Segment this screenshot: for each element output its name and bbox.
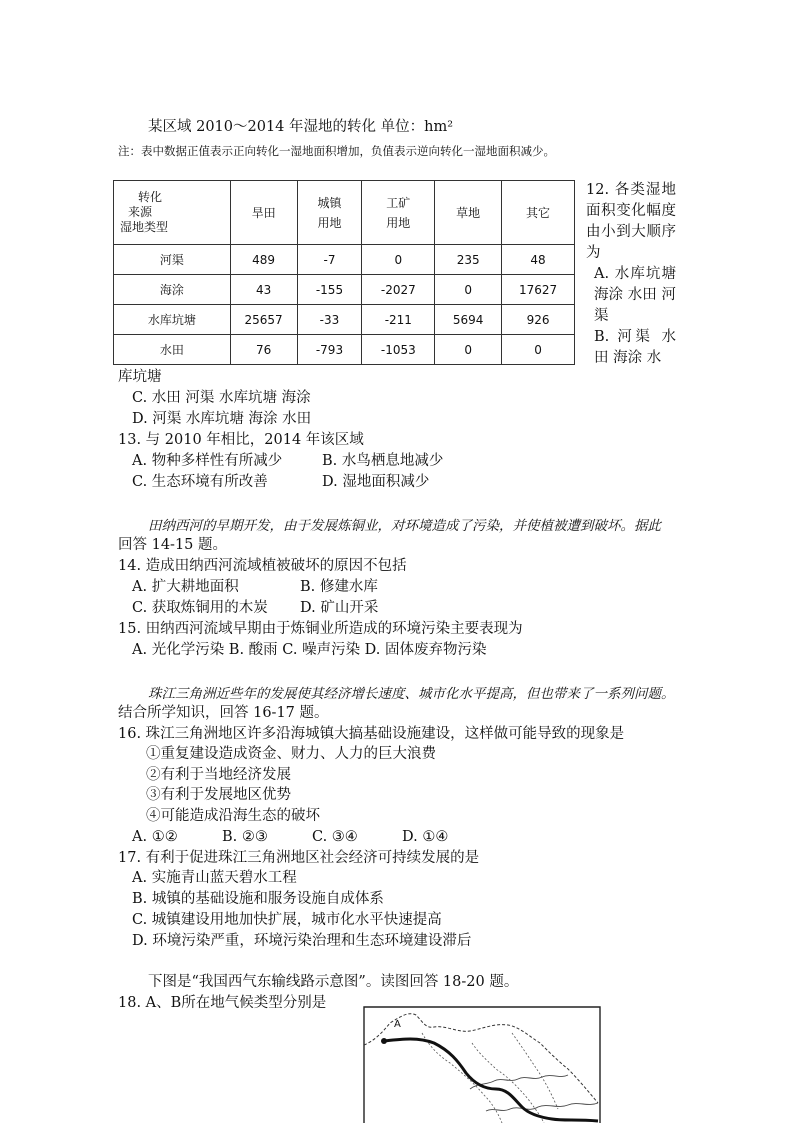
point-a-marker — [381, 1038, 387, 1044]
q16-option-b: B. ②③ — [222, 829, 268, 845]
corner-line-2: 来源 — [128, 205, 153, 219]
q17-option-b: B. 城镇的基础设施和服务设施自成体系 — [132, 891, 384, 907]
table-cell: 76 — [230, 335, 297, 365]
table-cell: 0 — [435, 275, 502, 305]
col-header-mining-l1: 工矿 — [386, 195, 411, 210]
corner-line-3: 湿地类型 — [120, 220, 169, 234]
table-cell: 25657 — [230, 305, 297, 335]
gas-pipeline-route — [384, 1039, 598, 1121]
q14-option-d: D. 矿山开采 — [300, 600, 379, 616]
table-cell: 926 — [502, 305, 575, 335]
col-header-urban-l1: 城镇 — [317, 195, 342, 210]
table-cell: 0 — [435, 335, 502, 365]
q17-option-c: C. 城镇建设用地加快扩展，城市化水平快速提高 — [132, 912, 442, 928]
table-corner-cell — [114, 181, 231, 245]
row-label: 水库坑塘 — [114, 305, 231, 335]
table-note: 注：表中数据正值表示正向转化一湿地面积增加，负值表示逆向转化一湿地面积减少。 — [118, 144, 555, 158]
intro-16-line2: 结合所学知识，回答 16-17 题。 — [118, 705, 329, 721]
table-cell: 43 — [230, 275, 297, 305]
q16-item-3: ③有利于发展地区优势 — [146, 787, 291, 803]
q17-stem: 17. 有利于促进珠江三角洲地区社会经济可持续发展的是 — [118, 850, 480, 866]
q16-option-a: A. ①② — [132, 829, 178, 845]
q16-item-4: ④可能造成沿海生态的破坏 — [146, 808, 320, 824]
q16-option-c: C. ③④ — [312, 829, 358, 845]
table-cell: -33 — [297, 305, 362, 335]
col-header-dryland: 旱田 — [230, 181, 297, 245]
col-header-other: 其它 — [502, 181, 575, 245]
table-cell: 48 — [502, 245, 575, 275]
province-boundary — [472, 1043, 544, 1123]
q14-option-a: A. 扩大耕地面积 — [132, 579, 239, 595]
table-cell: -155 — [297, 275, 362, 305]
q12-stem: 12. 各类湿地面积变化幅度由小到大顺序为 — [586, 182, 676, 261]
pipeline-map-svg — [362, 1003, 602, 1123]
q12-side-column — [586, 180, 676, 369]
table-row — [114, 275, 575, 305]
corner-line-1: 转化 — [138, 190, 163, 204]
row-label: 水田 — [114, 335, 231, 365]
table-cell: -211 — [362, 305, 435, 335]
table-row — [114, 305, 575, 335]
row-label: 海涂 — [114, 275, 231, 305]
table-row — [114, 245, 575, 275]
q16-option-d: D. ①④ — [402, 829, 449, 845]
pipeline-map — [362, 1003, 602, 1123]
intro-14-line1: 田纳西河的早期开发，由于发展炼铜业，对环境造成了污染，并使植被遭到破坏。据此 — [148, 518, 661, 534]
col-header-mining-l2: 用地 — [386, 215, 411, 230]
table-cell: -7 — [297, 245, 362, 275]
q12-option-b-cont: 库坑塘 — [118, 369, 162, 385]
q15-options: A. 光化学污染 B. 酸雨 C. 噪声污染 D. 固体废弃物污染 — [132, 642, 487, 658]
q14-option-b: B. 修建水库 — [300, 579, 378, 595]
col-header-urban — [297, 181, 362, 245]
table-cell: 235 — [435, 245, 502, 275]
col-header-mining — [362, 181, 435, 245]
q12-option-d: D. 河渠 水库坑塘 海涂 水田 — [132, 411, 312, 427]
table-cell: 0 — [502, 335, 575, 365]
table-header-row — [114, 181, 575, 245]
table-cell: 0 — [362, 245, 435, 275]
q13-option-c: C. 生态环境有所改善 — [132, 474, 268, 490]
q13-stem: 13. 与 2010 年相比，2014 年该区域 — [118, 432, 364, 448]
wetland-table — [113, 180, 575, 365]
q13-option-d: D. 湿地面积减少 — [322, 474, 430, 490]
table-cell: 17627 — [502, 275, 575, 305]
q12-option-c: C. 水田 河渠 水库坑塘 海涂 — [132, 390, 311, 406]
col-header-urban-l2: 用地 — [317, 215, 342, 230]
q16-item-1: ①重复建设造成资金、财力、人力的巨大浪费 — [146, 746, 436, 762]
q14-option-c: C. 获取炼铜用的木炭 — [132, 600, 268, 616]
q17-option-a: A. 实施青山蓝天碧水工程 — [132, 870, 297, 886]
table-cell: 489 — [230, 245, 297, 275]
table-row — [114, 335, 575, 365]
col-header-grassland: 草地 — [435, 181, 502, 245]
province-boundary — [512, 1033, 558, 1109]
q13-option-b: B. 水鸟栖息地减少 — [322, 453, 444, 469]
table-cell: -793 — [297, 335, 362, 365]
q14-stem: 14. 造成田纳西河流域植被破坏的原因不包括 — [118, 558, 407, 574]
row-label: 河渠 — [114, 245, 231, 275]
q17-option-d: D. 环境污染严重，环境污染治理和生态环境建设滞后 — [132, 933, 472, 949]
q16-stem: 16. 珠江三角洲地区许多沿海城镇大搞基础设施建设，这样做可能导致的现象是 — [118, 726, 625, 742]
table-title: 某区域 2010～2014 年湿地的转化 单位：hm² — [148, 119, 454, 135]
table-cell: 5694 — [435, 305, 502, 335]
table-cell: -1053 — [362, 335, 435, 365]
intro-16-line1: 珠江三角洲近些年的发展使其经济增长速度、城市化水平提高，但也带来了一系列问题。 — [148, 686, 675, 702]
q15-stem: 15. 田纳西河流域早期由于炼铜业所造成的环境污染主要表现为 — [118, 621, 523, 637]
intro-14-line2: 回答 14-15 题。 — [118, 537, 228, 553]
q12-option-b: B. 河渠 水田 海涂 水 — [594, 329, 676, 366]
q12-option-a: A. 水库坑塘 海涂 水田 河渠 — [594, 266, 676, 324]
yangtze-river — [486, 1103, 598, 1111]
intro-18: 下图是“我国西气东输线路示意图”。读图回答 18-20 题。 — [148, 974, 519, 990]
q13-option-a: A. 物种多样性有所减少 — [132, 453, 283, 469]
q18-stem: 18. A、B所在地气候类型分别是 — [118, 995, 327, 1011]
point-a-label: A — [394, 1019, 401, 1030]
table-cell: -2027 — [362, 275, 435, 305]
q16-item-2: ②有利于当地经济发展 — [146, 767, 291, 783]
